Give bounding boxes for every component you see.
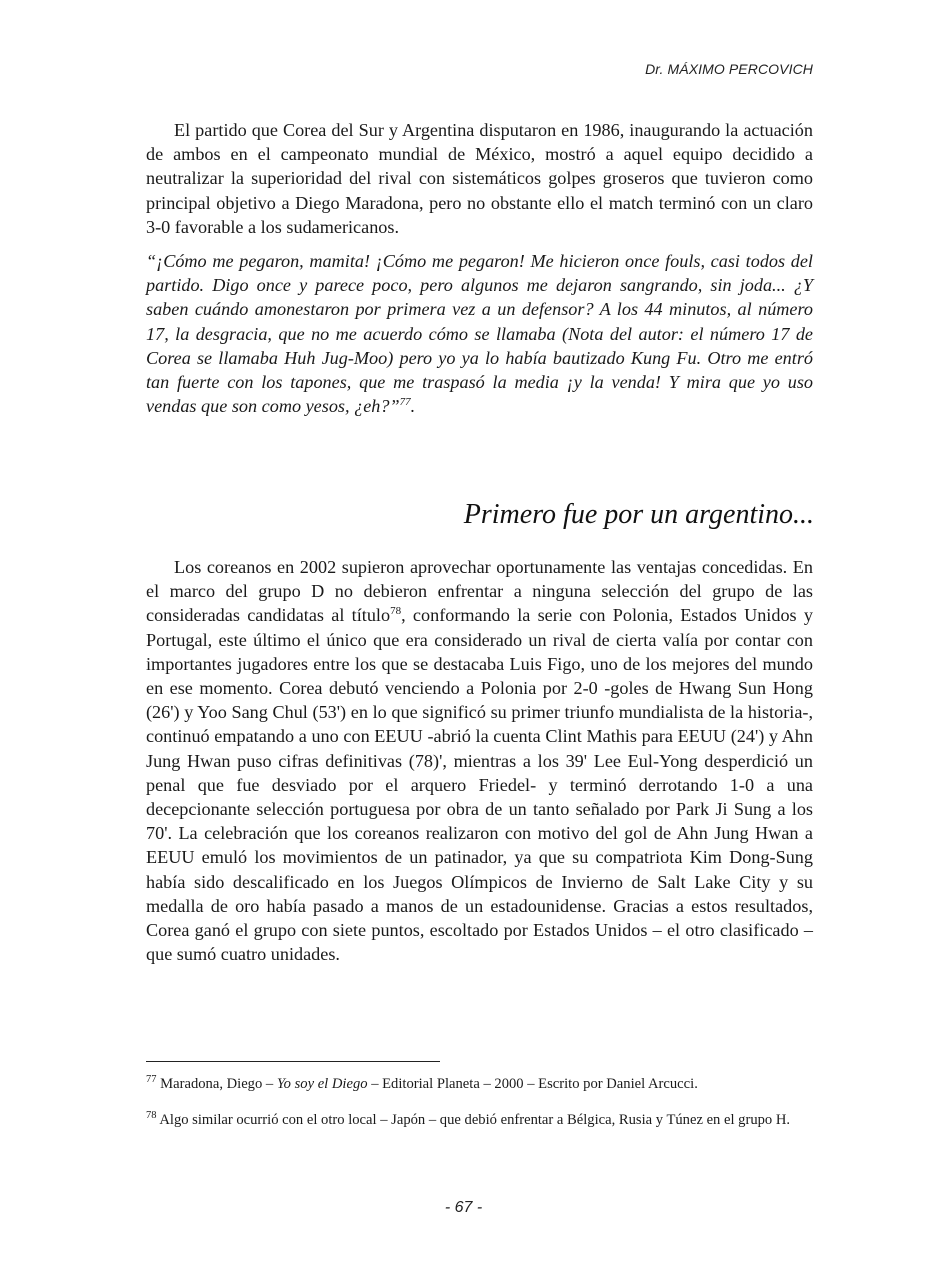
quote-text: “¡Cómo me pegaron, mamita! ¡Cómo me pegaron! Me hicieron once fouls, casi todos del partido. Digo once y parece poco, pero algunos me dejaron sangrando, sin joda... ¿Y saben cuándo amonestaron por primera vez a un defensor? A los 44 minutos, al número 17, la desgracia, que no me acuerdo cómo se llamaba (Nota del autor: el número 17 de Corea se llamaba Huh Jug-Moo) pero yo ya lo había bautizado Kung Fu. Otro me entró tan fuerte con los tapones, que me traspasó la media ¡y la venda! Y mira que yo uso vendas que son como yesos, ¿eh?”: [146, 251, 813, 417]
page-number: - 67 -: [444, 1199, 483, 1216]
body-paragraph-1: El partido que Corea del Sur y Argentina disputaron en 1986, inaugurando la actuación de ambos en el campeonato mundial de México, mostró a aquel equipo decidido a neutralizar la superioridad del rival con sistemáticos golpes groseros que tuvieron como principal objetivo a Diego Maradona, pero no obstante ello el match terminó con un claro 3-0 favorable a los sudamericanos.: [146, 120, 813, 237]
footnote-78-number: 78: [146, 1110, 157, 1122]
footnote-77-text-before: Maradona, Diego –: [160, 1076, 277, 1092]
footnote-separator: [146, 1061, 440, 1062]
maradona-quote: [146, 249, 813, 418]
footnote-77-number: 77: [146, 1074, 157, 1086]
running-header: Dr. MÁXIMO PERCOVICH: [645, 61, 813, 77]
footnote-77-book-title: Yo soy el Diego: [276, 1076, 368, 1092]
paragraph-2-part-2: , conformando la serie con Polonia, Estados Unidos y Portugal, este último el único que era considerado un rival de cierta valía por contar con importantes jugadores entre los que se destacaba Luis Figo, uno de los mejores del mundo en ese momento. Corea debutó venciendo a Polonia por 2-0 -goles de Hwang Sun Hong (26') y Yoo Sang Chul (53') en lo que significó su primer triunfo mundialista de la historia-, continuó empatando a uno con EEUU -abrió la cuenta Clint Mathis para EEUU (24') y Ahn Jung Hwan puso cifras definitivas (78)', mientras a los 39' Lee Eul-Yong desperdició un penal que fue desviado por el arquero Friedel- y terminó derrotando 1-0 a una decepcionante selección portuguesa por obra de un tanto señalado por Park Ji Sung a los 70'. La celebración que los coreanos realizaron con motivo del gol de Ahn Jung Hwan a EEUU emuló los movimientos de un patinador, ya que su compatriota Kim Dong-Sung había sido descalificado en los Juegos Olímpicos de Invierno de Salt Lake City y su medalla de oro había pasado a manos de un estadounidense. Gracias a estos resultados, Corea ganó el grupo con siete puntos, escoltado por Estados Unidos – el otro clasificado – que sumó cuatro unidades.: [146, 605, 813, 965]
quote-end: .: [410, 396, 416, 417]
footnote-77-text-after: – Editorial Planeta – 2000 – Escrito por Daniel Arcucci.: [367, 1076, 698, 1092]
footnote-ref-77: 77: [399, 396, 411, 409]
footnote-78-text: Algo similar ocurrió con el otro local – Japón – que debió enfrentar a Bélgica, Rusia y Túnez en el grupo H.: [159, 1112, 791, 1128]
paragraph-2-part-1: Los coreanos en 2002 supieron aprovechar oportunamente las ventajas concedidas. En el marco del grupo D no debieron enfrentar a ninguna selección del grupo de las consideradas candidatas al título: [146, 557, 813, 626]
section-heading: Primero fue por un argentino...: [463, 499, 814, 530]
footnote-77: [146, 1074, 813, 1094]
footnote-78: [146, 1110, 813, 1130]
footnote-ref-78: 78: [390, 605, 402, 618]
body-paragraph-2: [146, 555, 813, 966]
